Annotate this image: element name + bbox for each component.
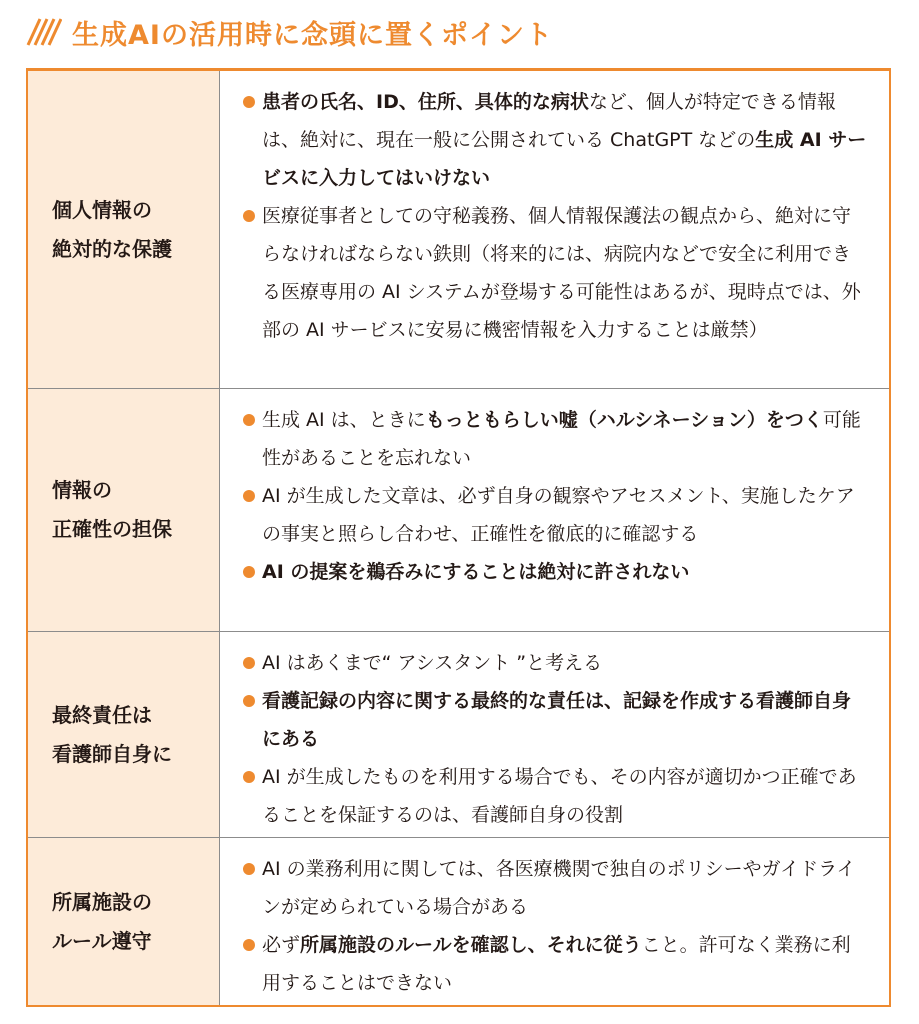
bullet-item	[242, 758, 869, 834]
bullet-dot-icon	[243, 863, 255, 875]
bullet-dot-icon	[243, 210, 255, 222]
item-text: こと。許可なく業務に利用することはできない	[262, 934, 851, 994]
row-content	[220, 71, 889, 388]
item-text: AI はあくまで“ アシスタント ”と考える	[262, 652, 603, 674]
bullet-dot-icon	[243, 414, 255, 426]
bold-text: 患者の氏名、ID、住所、具体的な病状	[262, 91, 589, 113]
bullet-item	[242, 682, 869, 758]
hatch-stripes-icon	[26, 17, 62, 47]
bullet-item	[242, 83, 869, 197]
item-text: AI が生成した文章は、必ず自身の観察やアセスメント、実施したケアの事実と照らし合わせ、正確性を徹底的に確認する	[262, 485, 855, 545]
item-text: 生成 AI は、ときに	[262, 409, 426, 431]
bullet-dot-icon	[243, 695, 255, 707]
row-heading: 最終責任は 看護師自身に	[28, 632, 220, 837]
item-text: 医療従事者としての守秘義務、個人情報保護法の観点から、絶対に守らなければならない鉄則（将来的には、病院内などで安全に利用できる医療専用の AI システムが登場する可能性はあるが、現時点では、外部の AI サービスに安易に機密情報を入力することは厳禁）	[262, 205, 861, 341]
bold-text: 看護記録の内容に関する最終的な責任は、記録を作成する看護師自身にある	[262, 690, 852, 750]
page-title: 生成AIの活用時に念頭に置くポイント	[72, 19, 553, 51]
bullet-dot-icon	[243, 939, 255, 951]
bold-text: AI の提案を鵜呑みにすることは絶対に許されない	[262, 561, 690, 583]
row-content	[220, 389, 889, 631]
bullet-item	[242, 926, 869, 1002]
row-heading: 所属施設の ルール遵守	[28, 838, 220, 1005]
table-row	[28, 388, 889, 631]
bullet-item	[242, 850, 869, 926]
bullet-dot-icon	[243, 657, 255, 669]
table-row	[28, 71, 889, 388]
item-text: AI が生成したものを利用する場合でも、その内容が適切かつ正確であることを保証するのは、看護師自身の役割	[262, 766, 857, 826]
bullet-dot-icon	[243, 490, 255, 502]
bold-text: 所属施設のルールを確認し、それに従う	[300, 934, 642, 956]
bullet-item	[242, 401, 869, 477]
row-content	[220, 632, 889, 837]
bullet-dot-icon	[243, 771, 255, 783]
points-table	[26, 68, 891, 1007]
bold-text: もっともらしい嘘（ハルシネーション）をつく	[425, 409, 823, 431]
page-header	[26, 6, 553, 58]
table-row	[28, 631, 889, 837]
item-text: 必ず	[262, 934, 301, 956]
bullet-item	[242, 553, 869, 591]
bullet-item	[242, 197, 869, 349]
item-text: など、個人が特定できる情報は、絶対に、現在一般に公開されている ChatGPT などの	[262, 91, 836, 151]
bullet-item	[242, 477, 869, 553]
bullet-dot-icon	[243, 566, 255, 578]
row-content	[220, 838, 889, 1005]
row-heading: 情報の 正確性の担保	[28, 389, 220, 631]
bullet-dot-icon	[243, 96, 255, 108]
table-row	[28, 837, 889, 1005]
item-text: AI の業務利用に関しては、各医療機関で独自のポリシーやガイドラインが定められている場合がある	[262, 858, 856, 918]
bullet-item	[242, 644, 869, 682]
bold-text: 生成 AI サービスに入力してはいけない	[262, 129, 867, 189]
item-text: 可能性があることを忘れない	[262, 409, 861, 469]
row-heading: 個人情報の 絶対的な保護	[28, 71, 220, 388]
